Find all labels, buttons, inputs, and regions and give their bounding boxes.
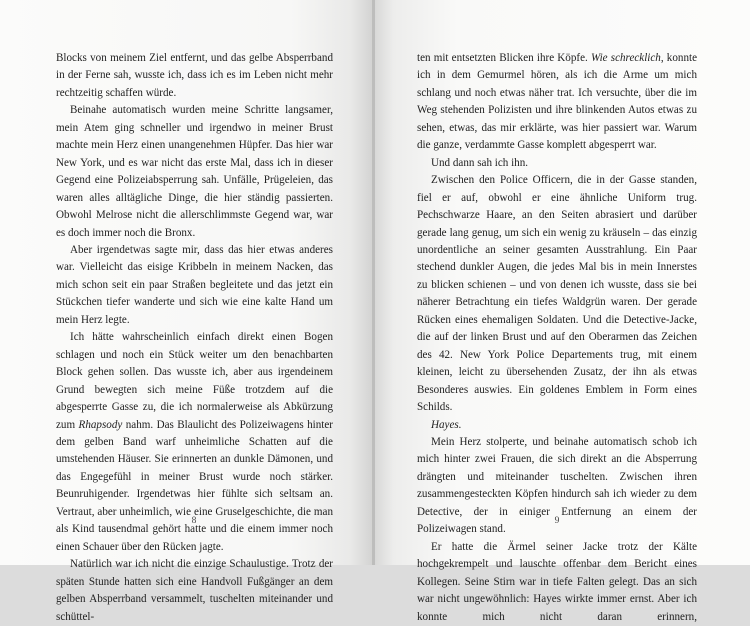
italic-text: Wie schrecklich: [590, 52, 661, 64]
left-page: [0, 0, 373, 623]
paragraph: [417, 155, 697, 172]
text-run: Beinahe automatisch wurden meine Schritte langsamer, mein Atem ging schneller und irgendwo in meiner Brust machte mein Herz einen unangenehmen Hüpfer. Das hier war New York, und es war nicht das erste Mal, dass ich in dieser Gegend eine Polizeiabsperrung sah. Unfälle, Prügeleien, das waren alles alltägliche Dinge, die hier ständig passierten. Obwohl Melrose nicht die allerschlimmste Gegend war, war es doch immer noch die Bronx.: [56, 104, 333, 239]
page-number-left: 8: [191, 516, 197, 526]
left-page-text: [56, 50, 333, 626]
paragraph: [417, 539, 697, 626]
paragraph: [56, 102, 333, 242]
page-number-right: 9: [554, 516, 560, 526]
text-run: Er hatte die Ärmel seiner Jacke trotz der Kälte hochgekrempelt und lauschte offenbar dem Bericht eines Kollegen. Seine Stirn war in tiefe Falten gelegt. Das an sich war nicht ungewöhnlich: Hayes wirkte immer ernst. Aber ich konnte mich nicht daran erinnern,: [417, 540, 697, 623]
paragraph: [417, 417, 697, 434]
italic-text: Rhapsody: [78, 418, 123, 431]
text-run: ten mit entsetzten Blicken ihre Köpfe.: [417, 52, 591, 64]
paragraph: [56, 242, 333, 329]
paragraph: [56, 556, 333, 626]
text-run: Mein Herz stolperte, und beinahe automatisch schob ich mich hinter zwei Frauen, die sich direkt an die Absperrung drängten und miteinander tuschelten. Zwischen ihren zusammengesteckten Köpfen hindurch sah ich wieder zu dem Detective, der in einiger Entfernung an einem der Polizeiwagen stand.: [417, 435, 697, 536]
text-run: Aber irgendetwas sagte mir, dass das hier etwas anderes war. Vielleicht das eisige Kribbeln in meinem Nacken, das mich schon seit ein paar Straßen begleitete und das jetzt ein Stückchen tiefer wanderte und sich wie eine kalte Hand um mein Herz legte.: [56, 243, 333, 326]
right-page: [375, 0, 750, 623]
italic-text: Hayes.: [431, 418, 462, 431]
text-run: Zwischen den Police Officern, die in der Gasse standen, fiel er auf, obwohl er eine ähnliche Uniform trug. Pechschwarze Haare, an den Seiten abrasiert und darüber gerade lang genug, um sich ein wenig zu kräuseln – das einzig unordentliche an seiner gesamten Ausstrahlung. Ein Paar stechend dunkler Augen, die jedes Mal bis in mein Innerstes zu blicken schienen – und von denen ich wusste, dass sie bei näherer Betrachtung ein tiefes Waldgrün waren. Der gerade Rücken eines ehemaligen Soldaten. Und die Detective-Jacke, die auf der linken Brust und auf den Oberarmen das Zeichen des 42. New York Police Departements trug, mit einem kleinen, leicht zu übersehenden Zusatz, der ihn als etwas Besonderes auswies. Ein goldenes Emblem in Form eines Schilds.: [417, 174, 697, 414]
text-run: , konnte ich in dem Gemurmel hören, als ich die Arme um mich schlang und noch etwas näher trat. Ich versuchte, über die im Weg stehenden Polizisten und ihre blinkenden Autos etwas zu sehen, etwas, das mir erklärte, was hier passiert war. Warum die ganze, verdammte Gasse komplett abgesperrt war.: [417, 52, 697, 152]
text-run: Natürlich war ich nicht die einzige Schaulustige. Trotz der späten Stunde hatten sich eine Handvoll Fußgänger an dem gelben Absperrband versammelt, tuschelten miteinander und schüttel-: [56, 558, 333, 623]
text-run: Und dann sah ich ihn.: [431, 156, 529, 169]
paragraph: [417, 50, 697, 155]
text-run: nahm. Das Blaulicht des Polizeiwagens hinter dem gelben Band warf unheimliche Schatten auf die umstehenden Häuser. Sie erinnerten an dunkle Dämonen, und das Engegefühl in meiner Brust wurde noch stärker. Beunruhigender. Irgendetwas hier fühlte sich seltsam an. Vertraut, aber unheimlich, wie eine Gruselgeschichte, die man als Kind tausendmal gehört hatte und die einem immer noch einen Schauer über den Rücken jagte.: [56, 418, 334, 553]
right-page-text: [417, 50, 697, 626]
paragraph: [417, 172, 697, 416]
text-run: Blocks von meinem Ziel entfernt, und das gelbe Absperrband in der Ferne sah, wusste ich, dass ich es im Leben nicht mehr rechtzeitig schaffen würde.: [56, 52, 333, 99]
text-run: Ich hätte wahrscheinlich einfach direkt einen Bogen schlagen und noch ein Stück weiter um den benachbarten Block gehen sollen. Das wusste ich, aber aus irgendeinem Grund bewegten sich meine Füße trotzdem auf die abgesperrte Gasse zu, die ich normalerweise als Abkürzung zum: [56, 331, 333, 431]
paragraph: [56, 50, 333, 102]
